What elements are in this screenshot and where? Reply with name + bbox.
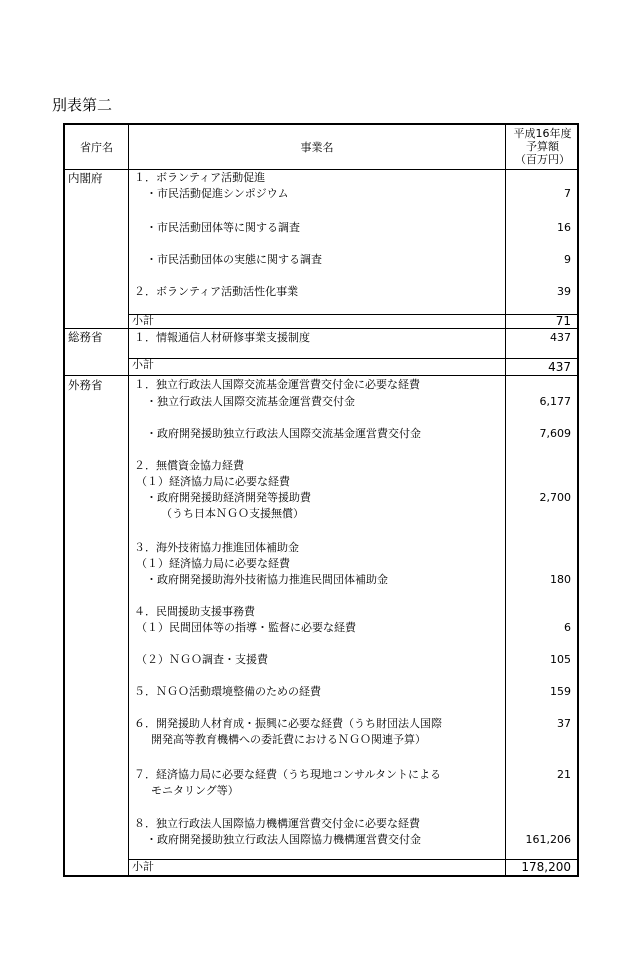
mofa-item-7: ７．経済協力局に必要な経費（うち現地コンサルタントによる <box>134 768 442 781</box>
mofa-item-8-1: ・政府開発援助独立行政法人国際協力機構運営費交付金 <box>146 833 421 846</box>
mofa-value-3-1-1: 180 <box>550 573 571 586</box>
mofa-value-4-1: 6 <box>564 621 571 634</box>
header-agency: 省庁名 <box>80 141 113 154</box>
agency-mic: 総務省 <box>68 330 103 344</box>
mofa-value-4-2: 105 <box>550 653 571 666</box>
section-divider-1 <box>65 328 577 329</box>
mofa-value-1-1: 6,177 <box>539 395 571 408</box>
mofa-item-6: ６．開発援助人材育成・振興に必要な経費（うち財団法人国際 <box>134 717 442 730</box>
mofa-item-2: ２．無償資金協力経費 <box>134 459 244 472</box>
header-budget-year: 平成16年度 <box>513 127 572 140</box>
mofa-item-2-1-1-note: （うち日本ＮＧＯ支援無償） <box>161 507 304 520</box>
cabinet-item-1: １．ボランティア活動促進 <box>134 171 266 184</box>
column-divider-budget <box>505 125 506 875</box>
mofa-item-2-1: （１）経済協力局に必要な経費 <box>136 475 290 488</box>
column-divider-agency <box>128 125 129 875</box>
cabinet-subtotal-divider <box>128 314 577 315</box>
cabinet-value-2: 39 <box>557 285 571 298</box>
mic-subtotal-label: 小計 <box>132 358 154 371</box>
mofa-item-4: ４．民間援助支援事務費 <box>134 605 255 618</box>
mofa-subtotal-label: 小計 <box>132 860 154 873</box>
mofa-value-2-1-1: 2,700 <box>539 491 571 504</box>
cabinet-item-1-2: ・市民活動団体等に関する調査 <box>146 221 300 234</box>
mofa-item-1-2: ・政府開発援助独立行政法人国際交流基金運営費交付金 <box>146 427 421 440</box>
page-title: 別表第二 <box>52 96 113 114</box>
mofa-item-4-2: （２）ＮＧＯ調査・支援費 <box>136 653 268 666</box>
cabinet-value-1-3: 9 <box>564 253 571 266</box>
cabinet-subtotal-value: 71 <box>555 314 571 328</box>
agency-mofa: 外務省 <box>68 378 103 392</box>
mic-subtotal-divider <box>128 358 577 359</box>
mofa-value-6: 37 <box>557 717 571 730</box>
mic-value-1: 437 <box>550 331 571 344</box>
mofa-item-6-cont: 開発高等教育機構への委託費におけるＮＧＯ関連予算） <box>151 733 426 746</box>
header-budget-unit: （百万円） <box>515 153 570 166</box>
mofa-item-4-1: （１）民間団体等の指導・監督に必要な経費 <box>136 621 356 634</box>
budget-table <box>63 123 579 877</box>
header-project: 事業名 <box>300 141 334 154</box>
mofa-item-3-1: （１）経済協力局に必要な経費 <box>136 557 290 570</box>
mofa-subtotal-value: 178,200 <box>521 860 571 874</box>
mofa-item-1-1: ・独立行政法人国際交流基金運営費交付金 <box>146 395 355 408</box>
cabinet-value-1-2: 16 <box>557 221 571 234</box>
mofa-item-1: １．独立行政法人国際交流基金運営費交付金に必要な経費 <box>134 378 420 391</box>
cabinet-item-1-1: ・市民活動促進シンポジウム <box>146 187 289 200</box>
cabinet-subtotal-label: 小計 <box>132 314 154 327</box>
mic-subtotal-value: 437 <box>548 360 571 374</box>
mofa-value-5: 159 <box>550 685 571 698</box>
mofa-item-2-1-1: ・政府開発援助経済開発等援助費 <box>146 491 311 504</box>
mofa-value-8-1: 161,206 <box>525 833 571 846</box>
mofa-item-8: ８．独立行政法人国際協力機構運営費交付金に必要な経費 <box>134 817 420 830</box>
mofa-subtotal-divider <box>128 859 577 860</box>
mofa-item-3: ３．海外技術協力推進団体補助金 <box>134 541 299 554</box>
cabinet-item-1-3: ・市民活動団体の実態に関する調査 <box>146 253 322 266</box>
mofa-item-3-1-1: ・政府開発援助海外技術協力推進民間団体補助金 <box>146 573 388 586</box>
mofa-item-7-cont: モニタリング等） <box>151 784 239 797</box>
agency-cabinet-office: 内閣府 <box>68 171 103 185</box>
section-divider-2 <box>65 375 577 376</box>
header-divider <box>65 169 577 170</box>
mofa-value-7: 21 <box>557 768 571 781</box>
mic-item-1: １．情報通信人材研修事業支援制度 <box>134 331 310 344</box>
mofa-item-5: ５．ＮＧＯ活動環境整備のための経費 <box>134 685 321 698</box>
cabinet-item-2: ２．ボランティア活動活性化事業 <box>134 285 299 298</box>
header-budget-label: 予算額 <box>526 140 559 153</box>
cabinet-value-1-1: 7 <box>564 187 571 200</box>
mofa-value-1-2: 7,609 <box>539 427 571 440</box>
